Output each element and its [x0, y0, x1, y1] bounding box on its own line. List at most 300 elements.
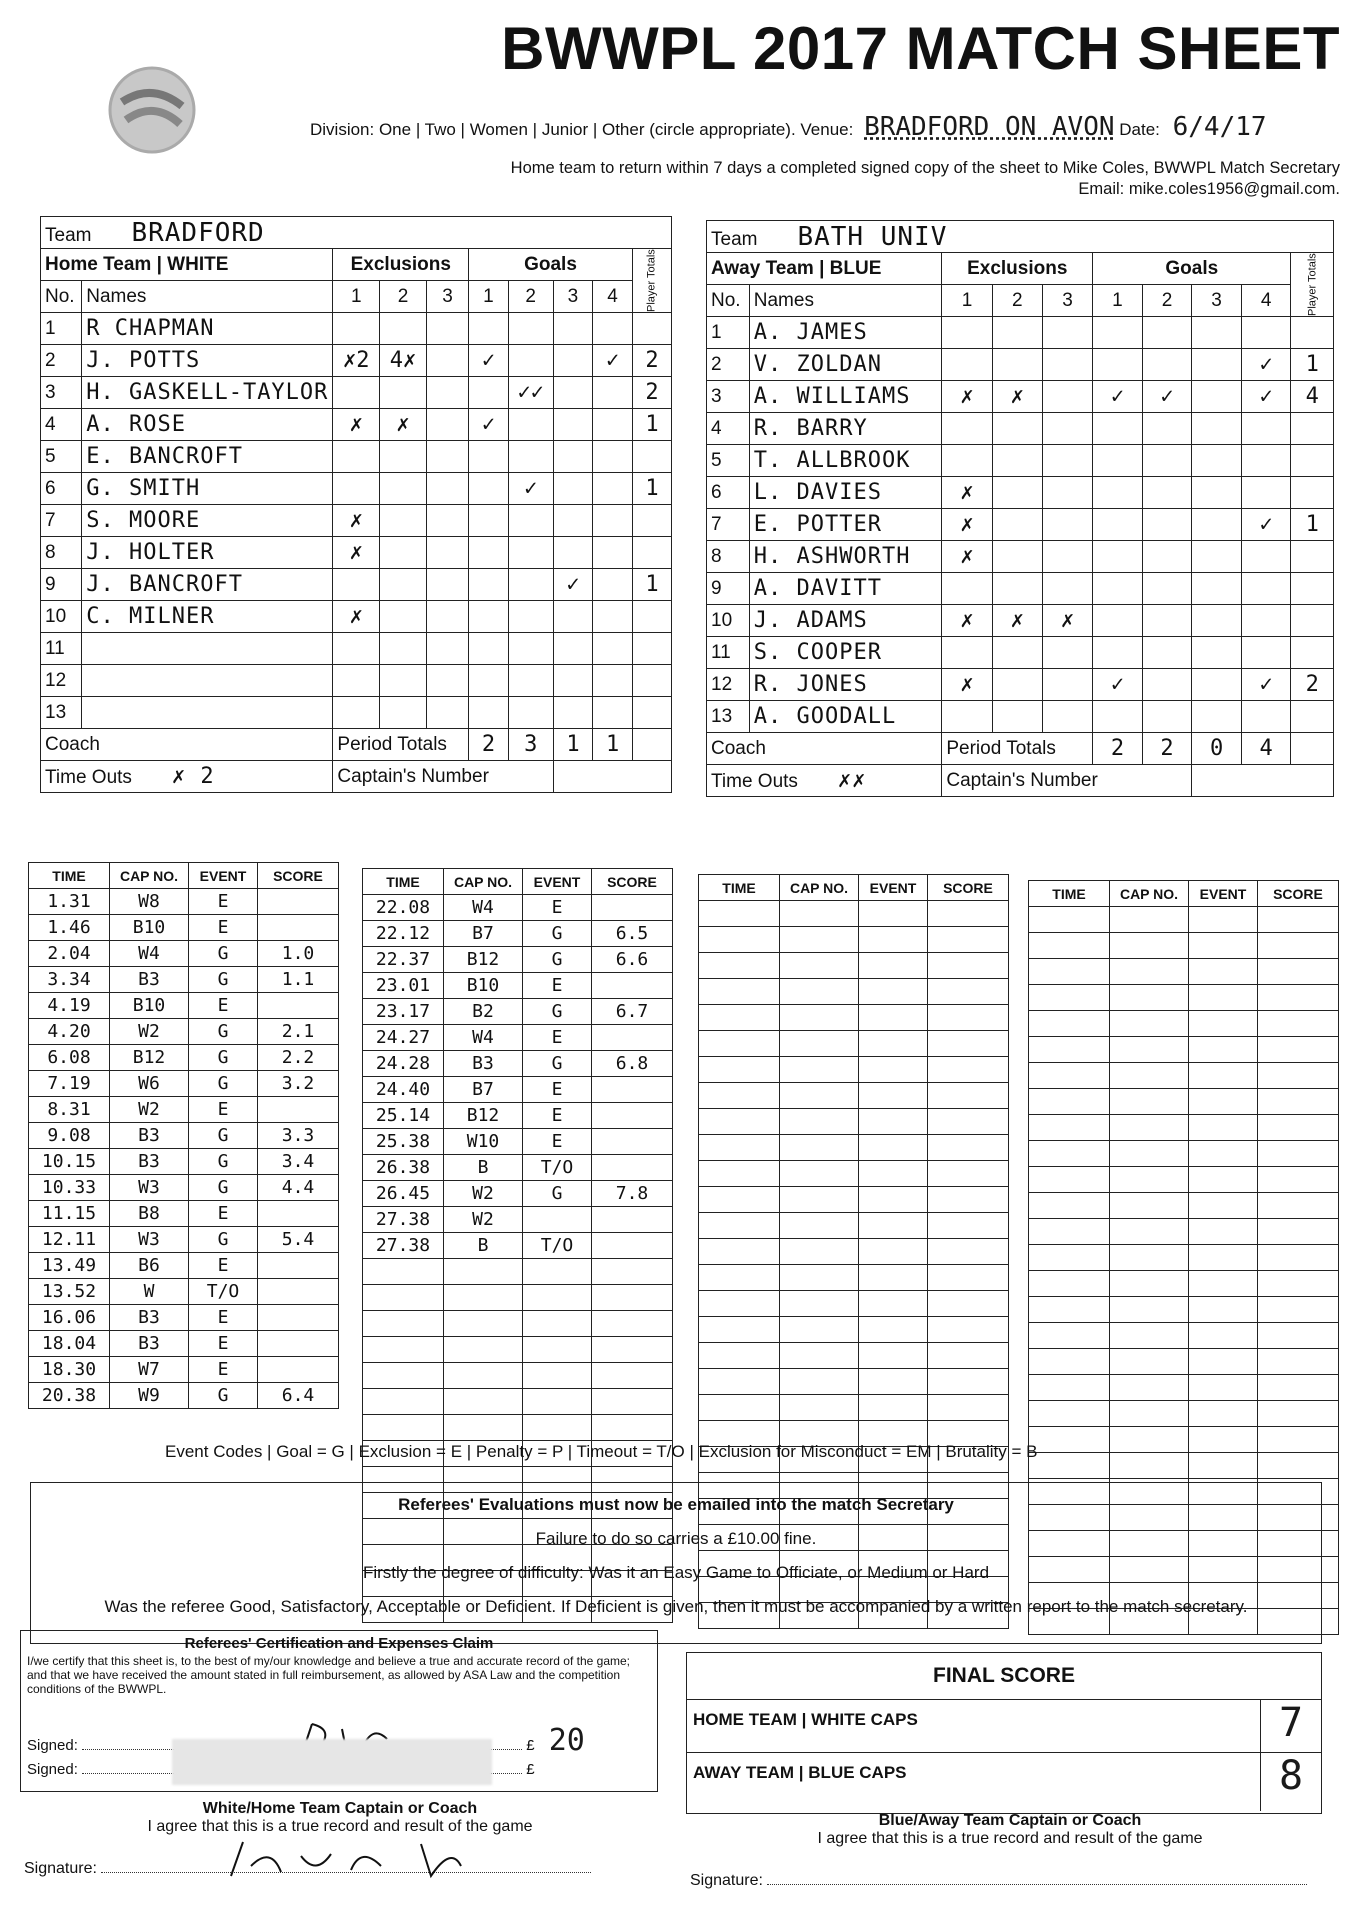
exclusion-col-2: 2 [380, 281, 427, 313]
log-time: 26.45 [363, 1181, 444, 1207]
log-score: 1.1 [258, 967, 339, 993]
player-total: 4 [1291, 381, 1334, 413]
player-total [632, 601, 671, 633]
player-total: 1 [632, 473, 671, 505]
exclusion-mark [992, 477, 1042, 509]
time-header: TIME [363, 869, 444, 895]
goal-mark: ✓ [469, 409, 509, 441]
white-captain-signature[interactable] [101, 1872, 591, 1873]
log-score [928, 1005, 1009, 1031]
player-total [1291, 573, 1334, 605]
player-number: 3 [41, 377, 82, 409]
exclusion-mark [1042, 637, 1092, 669]
log-event [859, 1291, 928, 1317]
exclusion-col-1: 1 [942, 285, 992, 317]
goal-mark [553, 313, 593, 345]
captain-signature-scribble-icon [221, 1836, 481, 1886]
log-event [859, 1005, 928, 1031]
home-team-table [40, 216, 672, 793]
log-event [1189, 1219, 1258, 1245]
log-score: 2.1 [258, 1019, 339, 1045]
goal-mark [469, 537, 509, 569]
player-name: H. ASHWORTH [749, 541, 942, 573]
names-header: Names [82, 281, 333, 313]
log-time: 24.40 [363, 1077, 444, 1103]
log-row [29, 1227, 339, 1253]
venue-value: BRADFORD ON AVON [864, 112, 1115, 142]
log-cap-no [444, 1363, 523, 1389]
log-score [592, 895, 673, 921]
log-event: T/O [189, 1279, 258, 1305]
log-row [29, 1149, 339, 1175]
away-team-table [706, 220, 1334, 797]
log-score [258, 1097, 339, 1123]
exclusions-header: Exclusions [942, 253, 1093, 285]
player-number: 5 [707, 445, 750, 477]
log-cap-no [780, 1265, 859, 1291]
exclusion-mark [426, 601, 468, 633]
log-time: 20.38 [29, 1383, 110, 1409]
division-text: Division: One | Two | Women | Junior | Other (circle appropriate). Venue: [310, 120, 854, 139]
log-cap-no: B3 [110, 967, 189, 993]
log-row [363, 1051, 673, 1077]
log-event: G [189, 1071, 258, 1097]
period-total: 4 [1241, 733, 1291, 765]
log-cap-no: W [110, 1279, 189, 1305]
log-score [1258, 1089, 1339, 1115]
goal-mark [508, 409, 553, 441]
time-header: TIME [1029, 881, 1110, 907]
goal-mark [593, 537, 633, 569]
goal-mark [469, 313, 509, 345]
goal-mark [1142, 573, 1192, 605]
goal-mark [1192, 413, 1242, 445]
player-name: S. COOPER [749, 637, 942, 669]
log-time: 23.17 [363, 999, 444, 1025]
log-time [1029, 1011, 1110, 1037]
goal-mark [1192, 701, 1242, 733]
log-event [523, 1415, 592, 1441]
goal-mark [1142, 669, 1192, 701]
goal-mark [508, 633, 553, 665]
log-cap-no [444, 1415, 523, 1441]
goal-mark: ✓ [1093, 669, 1143, 701]
log-cap-no [444, 1285, 523, 1311]
log-row [363, 1207, 673, 1233]
pound-label-2: £ [526, 1761, 535, 1778]
exclusion-mark [380, 313, 427, 345]
goal-mark: ✓ [1142, 381, 1192, 413]
goal-mark [553, 377, 593, 409]
goal-mark [1142, 445, 1192, 477]
log-score [928, 953, 1009, 979]
log-row [699, 1317, 1009, 1343]
log-cap-no: W4 [444, 895, 523, 921]
goal-mark [1093, 701, 1143, 733]
blue-captain-signature[interactable] [767, 1884, 1307, 1885]
exclusion-mark [942, 637, 992, 669]
log-row [1029, 1219, 1339, 1245]
log-cap-no: W3 [110, 1227, 189, 1253]
log-event [1189, 1323, 1258, 1349]
player-name [82, 665, 333, 697]
log-cap-no: W7 [110, 1357, 189, 1383]
goal-mark [593, 377, 633, 409]
log-score [928, 1109, 1009, 1135]
exclusion-mark [1042, 573, 1092, 605]
time-header: TIME [29, 863, 110, 889]
log-score [592, 1337, 673, 1363]
log-row [29, 915, 339, 941]
event-header: EVENT [859, 875, 928, 901]
log-time [1029, 1167, 1110, 1193]
log-row [1029, 933, 1339, 959]
log-row [1029, 1297, 1339, 1323]
exclusion-mark [992, 637, 1042, 669]
exclusion-mark [380, 665, 427, 697]
log-event [523, 1337, 592, 1363]
exclusion-mark [992, 541, 1042, 573]
player-row [707, 445, 1334, 477]
log-cap-no [444, 1259, 523, 1285]
goal-mark [1241, 477, 1291, 509]
log-score [1258, 1349, 1339, 1375]
goal-mark [508, 313, 553, 345]
event-log-1 [28, 862, 339, 1409]
player-number: 9 [707, 573, 750, 605]
log-row [363, 1415, 673, 1441]
exclusion-mark [333, 633, 380, 665]
log-time: 4.19 [29, 993, 110, 1019]
log-event [1189, 1375, 1258, 1401]
player-row [41, 313, 672, 345]
goal-mark [1142, 605, 1192, 637]
goal-mark: ✓ [593, 345, 633, 377]
log-event: G [523, 1051, 592, 1077]
log-time: 24.28 [363, 1051, 444, 1077]
player-row [707, 669, 1334, 701]
log-event [523, 1311, 592, 1337]
white-captain-block [20, 1800, 660, 1836]
score-header: SCORE [1258, 881, 1339, 907]
player-number: 11 [707, 637, 750, 669]
exclusion-mark: ✗ [333, 409, 380, 441]
log-score [592, 1025, 673, 1051]
log-score [258, 993, 339, 1019]
goal-mark [1241, 701, 1291, 733]
log-time: 10.33 [29, 1175, 110, 1201]
log-score [1258, 1115, 1339, 1141]
log-time: 13.52 [29, 1279, 110, 1305]
goal-mark [1142, 701, 1192, 733]
blue-signature-label: Signature: [690, 1872, 763, 1889]
exclusion-mark [1042, 669, 1092, 701]
exclusion-mark [426, 473, 468, 505]
goal-mark [593, 665, 633, 697]
log-event: E [189, 1201, 258, 1227]
log-score [1258, 1401, 1339, 1427]
log-event [1189, 1063, 1258, 1089]
exclusion-mark [942, 317, 992, 349]
log-row [29, 993, 339, 1019]
log-cap-no [1110, 1115, 1189, 1141]
log-cap-no [1110, 907, 1189, 933]
log-event [1189, 1193, 1258, 1219]
log-cap-no [780, 1057, 859, 1083]
log-row [699, 1057, 1009, 1083]
log-cap-no [1110, 1037, 1189, 1063]
exclusion-mark: ✗ [333, 601, 380, 633]
log-event [1189, 1167, 1258, 1193]
goal-mark [1142, 477, 1192, 509]
log-time [1029, 1401, 1110, 1427]
log-score [592, 1207, 673, 1233]
goal-mark [593, 601, 633, 633]
exclusion-mark [333, 697, 380, 729]
log-event [1189, 1401, 1258, 1427]
goal-mark [553, 505, 593, 537]
exclusion-mark: ✗ [333, 537, 380, 569]
log-time [1029, 1115, 1110, 1141]
log-cap-no [780, 1317, 859, 1343]
player-number: 13 [41, 697, 82, 729]
log-event: G [189, 1123, 258, 1149]
player-number: 2 [707, 349, 750, 381]
log-time [1029, 959, 1110, 985]
player-name: A. ROSE [82, 409, 333, 441]
exclusion-mark [380, 601, 427, 633]
log-score [1258, 1271, 1339, 1297]
log-event [1189, 933, 1258, 959]
log-score [258, 1357, 339, 1383]
log-score [592, 1129, 673, 1155]
goal-mark [1192, 541, 1242, 573]
log-score [1258, 1063, 1339, 1089]
log-cap-no [780, 1005, 859, 1031]
exclusion-mark: 4✗ [380, 345, 427, 377]
instructions [300, 158, 1340, 200]
log-cap-no [1110, 1089, 1189, 1115]
player-name: A. JAMES [749, 317, 942, 349]
exclusion-mark [426, 313, 468, 345]
log-row [363, 895, 673, 921]
log-time [699, 901, 780, 927]
log-event: E [189, 1357, 258, 1383]
log-event [859, 979, 928, 1005]
exclusion-mark [1042, 477, 1092, 509]
log-cap-no: W6 [110, 1071, 189, 1097]
log-row [1029, 1453, 1339, 1479]
goal-mark [1241, 573, 1291, 605]
log-time: 25.14 [363, 1103, 444, 1129]
log-cap-no: B8 [110, 1201, 189, 1227]
log-event: G [189, 1383, 258, 1409]
log-cap-no: W2 [444, 1207, 523, 1233]
log-event: E [523, 1103, 592, 1129]
period-totals-label: Period Totals [333, 729, 469, 761]
exclusion-mark [942, 701, 992, 733]
log-time: 23.01 [363, 973, 444, 999]
log-event [1189, 1271, 1258, 1297]
log-time [699, 1187, 780, 1213]
exclusion-mark [426, 377, 468, 409]
team-header: Home Team | WHITE [41, 249, 333, 281]
date-label: Date: [1119, 120, 1160, 139]
log-time: 11.15 [29, 1201, 110, 1227]
goal-mark [508, 601, 553, 633]
goal-mark [593, 409, 633, 441]
log-time [1029, 1297, 1110, 1323]
away-score-label: AWAY TEAM | BLUE CAPS [693, 1763, 907, 1782]
log-cap-no: W10 [444, 1129, 523, 1155]
log-event: E [189, 915, 258, 941]
goal-mark [508, 697, 553, 729]
log-score: 6.4 [258, 1383, 339, 1409]
log-time [699, 1369, 780, 1395]
log-event: E [189, 1097, 258, 1123]
exclusion-mark [426, 537, 468, 569]
goal-mark [508, 505, 553, 537]
log-row [1029, 1271, 1339, 1297]
log-score [928, 1213, 1009, 1239]
goal-mark: ✓ [469, 345, 509, 377]
player-number: 2 [41, 345, 82, 377]
player-name: J. POTTS [82, 345, 333, 377]
log-row [363, 1077, 673, 1103]
log-cap-no [1110, 1453, 1189, 1479]
log-time [1029, 1089, 1110, 1115]
referee-eval-line2: Firstly the degree of difficulty: Was it an Easy Game to Officiate, or Medium or Hard [362, 1563, 990, 1582]
log-cap-no: B7 [444, 921, 523, 947]
exclusion-mark [942, 573, 992, 605]
log-time [699, 1161, 780, 1187]
goal-mark [553, 665, 593, 697]
exclusion-mark [992, 509, 1042, 541]
log-score [592, 1259, 673, 1285]
log-row [1029, 1089, 1339, 1115]
log-cap-no: B12 [444, 1103, 523, 1129]
log-score: 6.8 [592, 1051, 673, 1077]
log-event: G [189, 1227, 258, 1253]
exclusion-mark [426, 569, 468, 601]
exclusion-mark [333, 441, 380, 473]
log-score [928, 1395, 1009, 1421]
log-event: G [189, 1019, 258, 1045]
log-score [928, 1057, 1009, 1083]
player-total [632, 505, 671, 537]
team-name-value: BRADFORD [131, 217, 265, 248]
log-score: 3.2 [258, 1071, 339, 1097]
goal-mark [593, 441, 633, 473]
log-row [363, 1259, 673, 1285]
log-cap-no: W2 [444, 1181, 523, 1207]
log-score [592, 1077, 673, 1103]
page-title: BWWPL 2017 MATCH SHEET [501, 15, 1340, 82]
log-score [928, 1083, 1009, 1109]
log-score [1258, 1297, 1339, 1323]
score-header: SCORE [258, 863, 339, 889]
log-event: E [189, 1331, 258, 1357]
log-score [928, 927, 1009, 953]
log-event: T/O [523, 1155, 592, 1181]
log-time [1029, 1219, 1110, 1245]
exclusion-mark [1042, 509, 1092, 541]
log-event [1189, 907, 1258, 933]
log-score [258, 889, 339, 915]
log-time [699, 1291, 780, 1317]
player-name: J. HOLTER [82, 537, 333, 569]
log-cap-no [780, 927, 859, 953]
exclusion-mark: ✗ [992, 381, 1042, 413]
coach-label: Coach [41, 729, 333, 761]
goal-mark [1093, 445, 1143, 477]
log-row [363, 1337, 673, 1363]
log-score [1258, 1245, 1339, 1271]
referee-signature-2[interactable] [82, 1773, 522, 1774]
cert-sign-row-2 [27, 1761, 647, 1778]
log-row [1029, 1401, 1339, 1427]
log-time [1029, 1063, 1110, 1089]
log-cap-no [1110, 1011, 1189, 1037]
log-row [699, 953, 1009, 979]
log-cap-no: B3 [444, 1051, 523, 1077]
exclusion-mark [380, 697, 427, 729]
goal-mark [1241, 637, 1291, 669]
player-total [632, 313, 671, 345]
referee-eval-line1: Failure to do so carries a £10.00 fine. [535, 1529, 817, 1548]
goal-mark [593, 697, 633, 729]
instruction-line2: Email: mike.coles1956@gmail.com. [1078, 180, 1340, 198]
log-event: E [523, 895, 592, 921]
player-total [632, 441, 671, 473]
log-time [1029, 933, 1110, 959]
exclusion-mark [426, 505, 468, 537]
log-time: 1.46 [29, 915, 110, 941]
player-number: 6 [41, 473, 82, 505]
goal-mark [553, 409, 593, 441]
log-event [1189, 1141, 1258, 1167]
goal-mark [1142, 317, 1192, 349]
log-score [1258, 1141, 1339, 1167]
exclusion-mark [1042, 541, 1092, 573]
log-cap-no: W4 [110, 941, 189, 967]
player-name: R. BARRY [749, 413, 942, 445]
log-row [29, 1045, 339, 1071]
goal-mark [508, 537, 553, 569]
player-name: A. DAVITT [749, 573, 942, 605]
exclusion-mark: ✗ [942, 605, 992, 637]
log-cap-no [1110, 1375, 1189, 1401]
log-time: 22.12 [363, 921, 444, 947]
log-cap-no [780, 1291, 859, 1317]
log-cap-no [780, 1187, 859, 1213]
exclusion-mark [1042, 413, 1092, 445]
log-cap-no [780, 901, 859, 927]
log-time [699, 927, 780, 953]
log-time [699, 1213, 780, 1239]
player-name: S. MOORE [82, 505, 333, 537]
log-score [258, 1201, 339, 1227]
log-row [699, 1265, 1009, 1291]
log-cap-no [780, 1109, 859, 1135]
exclusion-mark: ✗ [380, 409, 427, 441]
log-score [928, 1187, 1009, 1213]
team-header: Away Team | BLUE [707, 253, 942, 285]
goal-mark: ✓ [508, 473, 553, 505]
log-time [363, 1363, 444, 1389]
log-event [859, 1213, 928, 1239]
cert-text: I/we certify that this sheet is, to the best of my/our knowledge and believe a true and accurate record of the game; and that we have received the amount stated in full reimbursement, as allowed by ASA Law and the competition conditions of the BWWPL. [27, 1654, 630, 1696]
